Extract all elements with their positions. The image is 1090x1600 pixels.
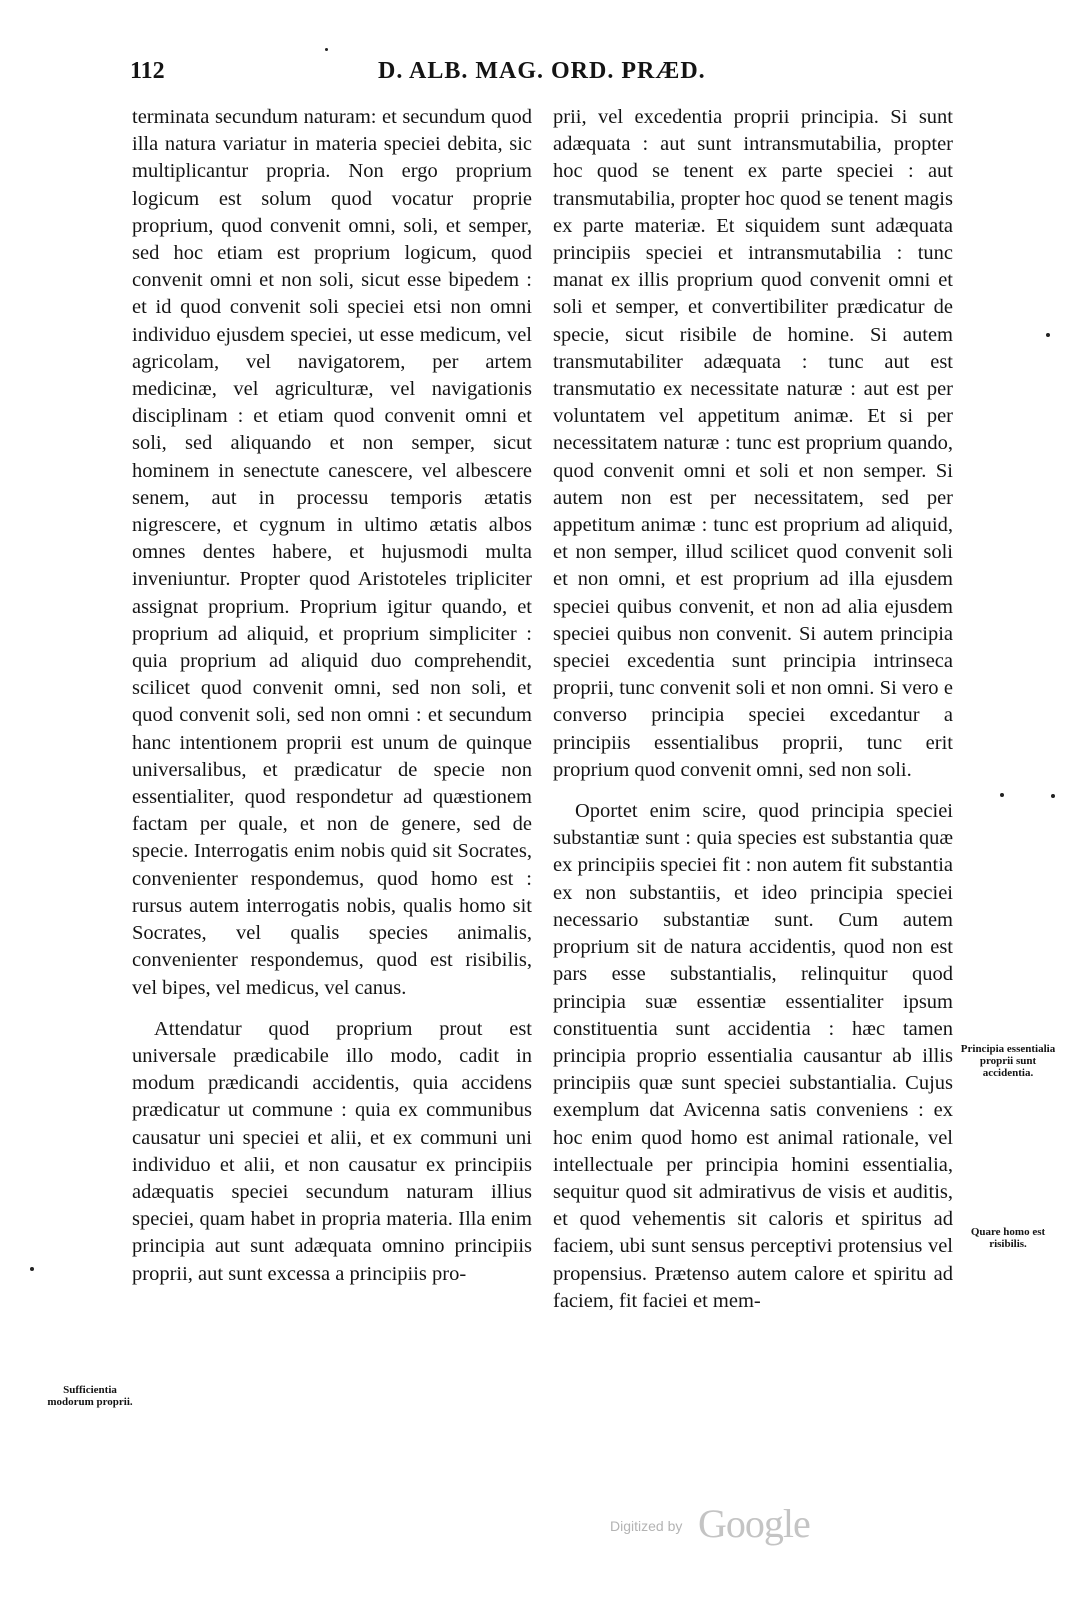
right-text-column (553, 104, 953, 1315)
left-paragraph-2: Attendatur quod proprium prout est universale prædicabile illo modo, cadit in modum prædicandi accidentis, quia accidens prædicatur ut commune : quia ex communibus causatur uni speciei et alii, et ex communi uni individuo et alii, et non causatur ex principiis adæquatis speciei secundum naturam illius speciei, quam habet in propria materia. Illa enim principia aut sunt adæquata omnino principiis proprii, aut sunt excessa a principiis pro- (132, 1017, 532, 1285)
right-paragraph-1: prii, vel excedentia proprii principia. Si sunt adæquata : aut sunt intransmutabilia, propter hoc quod se tenent ex parte speciei : aut transmutabilia, propter hoc quod se tenent magis ex parte materiæ. Et siquidem sunt adæquata principiis speciei et intransmutabilia : tunc manat ex illis proprium quod convenit omni et soli et semper, et convertibiliter prædicatur de specie, sicut risibile de homine. Si autem transmutabiliter adæquata : tunc aut est transmutatio ex necessitate naturæ : aut est per voluntatem vel appetitum animæ. Et si per necessitatem naturæ : tunc est proprium quando, quod convenit omni et soli et non semper. Si autem non est per necessitatem, sed per appetitum animæ : tunc est proprium ad aliquid, et non semper, illud scilicet quod convenit soli et non omni, et est proprium ad illa ejusdem speciei quibus convenit, et non ad alia ejusdem speciei quibus non convenit. Si autem principia speciei excedentia sunt principia intrinseca proprii, tunc convenit soli et non omni. Si vero e converso principia speciei excedantur a principiis essentialibus proprii, tunc erit proprium quod convenit omni, sed non soli. (553, 106, 953, 781)
digitization-footer (606, 1500, 846, 1544)
ink-speck (325, 48, 328, 51)
running-title: D. ALB. MAG. ORD. PRÆD. (378, 58, 706, 84)
left-paragraph-1: terminata secundum naturam: et secundum quod illa natura variatur in materia speciei debita, sic multiplicantur propria. Non ergo proprium logicum est solum quod vocatur proprie proprium, quod convenit omni, soli, et semper, sed hoc etiam est proprium logicum, quod convenit omni et non soli, sicut esse bipedem : et id quod convenit soli speciei etsi non omni individuo ejusdem speciei, ut esse medicum, vel agricolam, vel navigatorem, per artem medicinæ, vel agriculturæ, vel navigationis disciplinam : et etiam quod convenit omni et soli, sed aliquando et non semper, sicut hominem in senectute canescere, vel albescere senem, aut in processu temporis ætatis nigrescere, et cygnum in ultimo ætatis albos omnes dentes habere, et hujusmodi multa inveniuntur. Propter quod Aristoteles tripliciter assignat proprium. Proprium igitur quando, et proprium ad aliquid, et proprium simpliciter : quia proprium ad aliquid duo comprehendit, scilicet quod convenit omni, sed non soli, et quod convenit soli, sed non omni : et secundum hanc intentionem proprii est unum de quinque universalibus, et prædicatur de specie non essentialiter, quod respondetur ad quæstionem factam per quale, et non de genere, sed de specie. Interrogatis enim nobis quid sit Socrates, convenienter respondemus, quod homo est : rursus autem interrogatis nobis, qualis homo sit Socrates, vel qualis species animalis, convenienter respondemus, quod est risibilis, vel bipes, vel medicus, vel canus. (132, 106, 532, 999)
right-paragraph-2: Oportet enim scire, quod principia speciei substantiæ sunt : quia species est substantia quæ ex principiis speciei fit : non autem fit substantia ex non substantiis, et ideo principia speciei necessario substantiæ sunt. Cum autem proprium sit de natura accidentis, quod non est pars esse substantialis, relinquitur quod principia suæ essentiæ essentialiter ipsum constituentia sunt accidentia : hæc tamen principia proprio essentialia causantur ab illis principiis quæ sunt speciei substantialia. Cujus exemplum dat Avicenna satis conveniens : ex hoc enim quod homo est animal rationale, vel intellectuale per principia homini essentialia, sequitur quod sit admirativus de visis et auditis, et quod vehementis sit caloris et spiritus ad faciem, ubi sunt sensus perceptivi protensius vel propensius. Prætenso autem calore et spiritu ad faciem, fit faciei et mem- (553, 800, 953, 1312)
ink-speck (1046, 333, 1050, 337)
ink-speck (30, 1267, 34, 1271)
running-header (130, 58, 960, 92)
margin-note-right-1: Principia essentialia proprii sunt accidentia. (960, 1043, 1056, 1079)
ink-speck (1000, 793, 1004, 797)
page-number: 112 (130, 58, 165, 84)
ink-speck (1051, 794, 1055, 798)
margin-note-right-2: Quare homo est risibilis. (970, 1226, 1046, 1250)
google-logo: Google (698, 1501, 810, 1546)
margin-note-left: Sufficientia modorum proprii. (47, 1384, 133, 1408)
digitized-by-text: Digitized by (610, 1518, 683, 1534)
left-text-column (132, 104, 532, 1288)
